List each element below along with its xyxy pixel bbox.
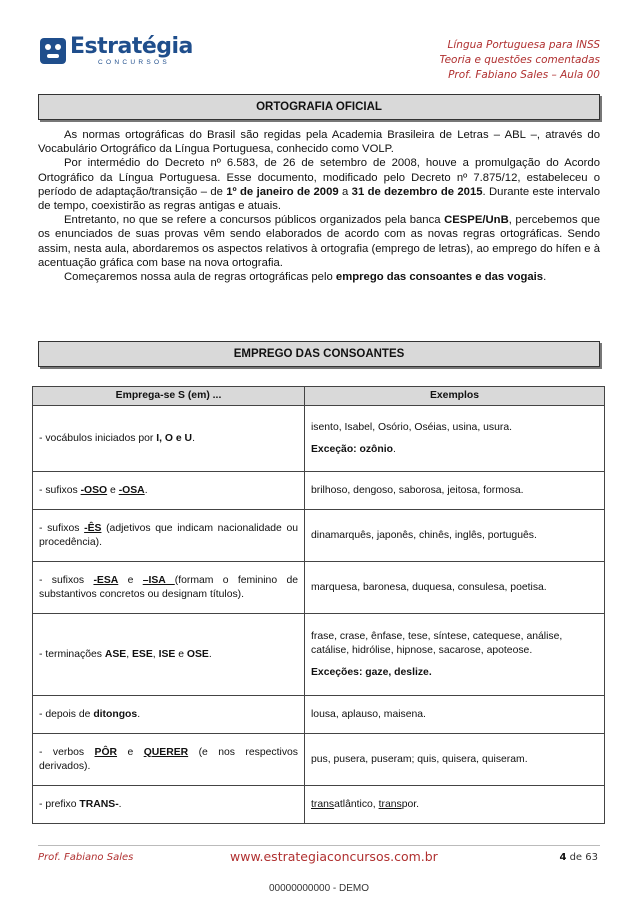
example-cell: isento, Isabel, Osório, Oséias, usina, usura. Exceção: ozônio. (305, 406, 605, 472)
table-row (33, 734, 605, 786)
paragraph-1: As normas ortográficas do Brasil são regidas pela Academia Brasileira de Letras – ABL –, através do Vocabulário Ortográfico da Língua Portuguesa, conhecido como VOLP. (38, 129, 600, 156)
footer-website: www.estrategiaconcursos.com.br (230, 849, 438, 864)
example-cell: pus, pusera, puseram; quis, quisera, quiseram. (305, 734, 605, 786)
header-subtitle: Teoria e questões comentadas (439, 54, 600, 66)
table-row (33, 786, 605, 824)
paragraph-2: Por intermédio do Decreto nº 6.583, de 26 de setembro de 2008, houve a promulgação do Acordo Ortográfico da Língua Portuguesa. Esse documento, modificado pelo Decreto nº 7.875/12, estabeleceu o período de adaptação/transição – de 1º de janeiro de 2009 a 31 de dezembro de 2015. Durante este intervalo de tempo, coexistirão as regras antigas e atuais. (38, 157, 600, 213)
column-header-examples: Exemplos (305, 387, 605, 406)
rules-table (32, 386, 605, 824)
owl-logo-icon (40, 38, 66, 64)
rule-cell: - sufixos -ESA e –ISA (formam o feminino de substantivos concretos ou designam títulos). (33, 562, 305, 614)
table-header-row (33, 387, 605, 406)
paragraph-4: Começaremos nossa aula de regras ortográficas pelo emprego das consoantes e das vogais. (64, 271, 547, 284)
rule-cell: - vocábulos iniciados por I, O e U. (33, 406, 305, 472)
footer-divider (38, 845, 600, 846)
example-cell: dinamarquês, japonês, chinês, inglês, português. (305, 510, 605, 562)
rule-cell: - depois de ditongos. (33, 696, 305, 734)
demo-watermark: 00000000000 - DEMO (268, 883, 370, 894)
table-row (33, 406, 605, 472)
footer-page-number: 4 de 63 (559, 852, 598, 863)
rule-cell: - sufixos -ÊS (adjetivos que indicam nacionalidade ou procedência). (33, 510, 305, 562)
body-text (38, 128, 600, 284)
paragraph-3: Entretanto, no que se refere a concursos públicos organizados pela banca CESPE/UnB, percebemos que os enunciados de suas provas vêm sendo elaborados de acordo com as novas regras ortográficas. Sendo assim, nesta aula, abordaremos os aspectos relativos à ortografia (emprego de letras), ao emprego do hífen e à acentuação gráfica com base na nova ortografia. (38, 214, 600, 269)
column-header-rule: Emprega-se S (em) ... (33, 387, 305, 406)
rule-cell: - prefixo TRANS-. (33, 786, 305, 824)
rule-cell: - verbos PÔR e QUERER (e nos respectivos derivados). (33, 734, 305, 786)
example-cell: lousa, aplauso, maisena. (305, 696, 605, 734)
rule-cell: - sufixos -OSO e -OSA. (33, 472, 305, 510)
example-cell: frase, crase, ênfase, tese, síntese, catequese, análise, catálise, hidrólise, hipnose, sacarose, apoteose. Exceções: gaze, deslize. (305, 614, 605, 696)
header-course: Língua Portuguesa para INSS (447, 39, 600, 51)
example-cell: transatlântico, transpor. (305, 786, 605, 824)
section-title-ortografia: ORTOGRAFIA OFICIAL (38, 94, 600, 120)
page-header (439, 38, 600, 83)
logo-subtitle: CONCURSOS (98, 59, 170, 66)
table-row (33, 614, 605, 696)
estrategia-logo (40, 36, 200, 70)
logo-wordmark: Estratégia (70, 34, 193, 59)
rule-cell: - terminações ASE, ESE, ISE e OSE. (33, 614, 305, 696)
table-row (33, 472, 605, 510)
example-cell: brilhoso, dengoso, saborosa, jeitosa, formosa. (305, 472, 605, 510)
table-row (33, 510, 605, 562)
header-lesson: Prof. Fabiano Sales – Aula 00 (448, 69, 600, 81)
footer-author: Prof. Fabiano Sales (38, 852, 134, 863)
table-row (33, 696, 605, 734)
section-title-consoantes: EMPREGO DAS CONSOANTES (38, 341, 600, 367)
example-cell: marquesa, baronesa, duquesa, consulesa, poetisa. (305, 562, 605, 614)
table-row (33, 562, 605, 614)
